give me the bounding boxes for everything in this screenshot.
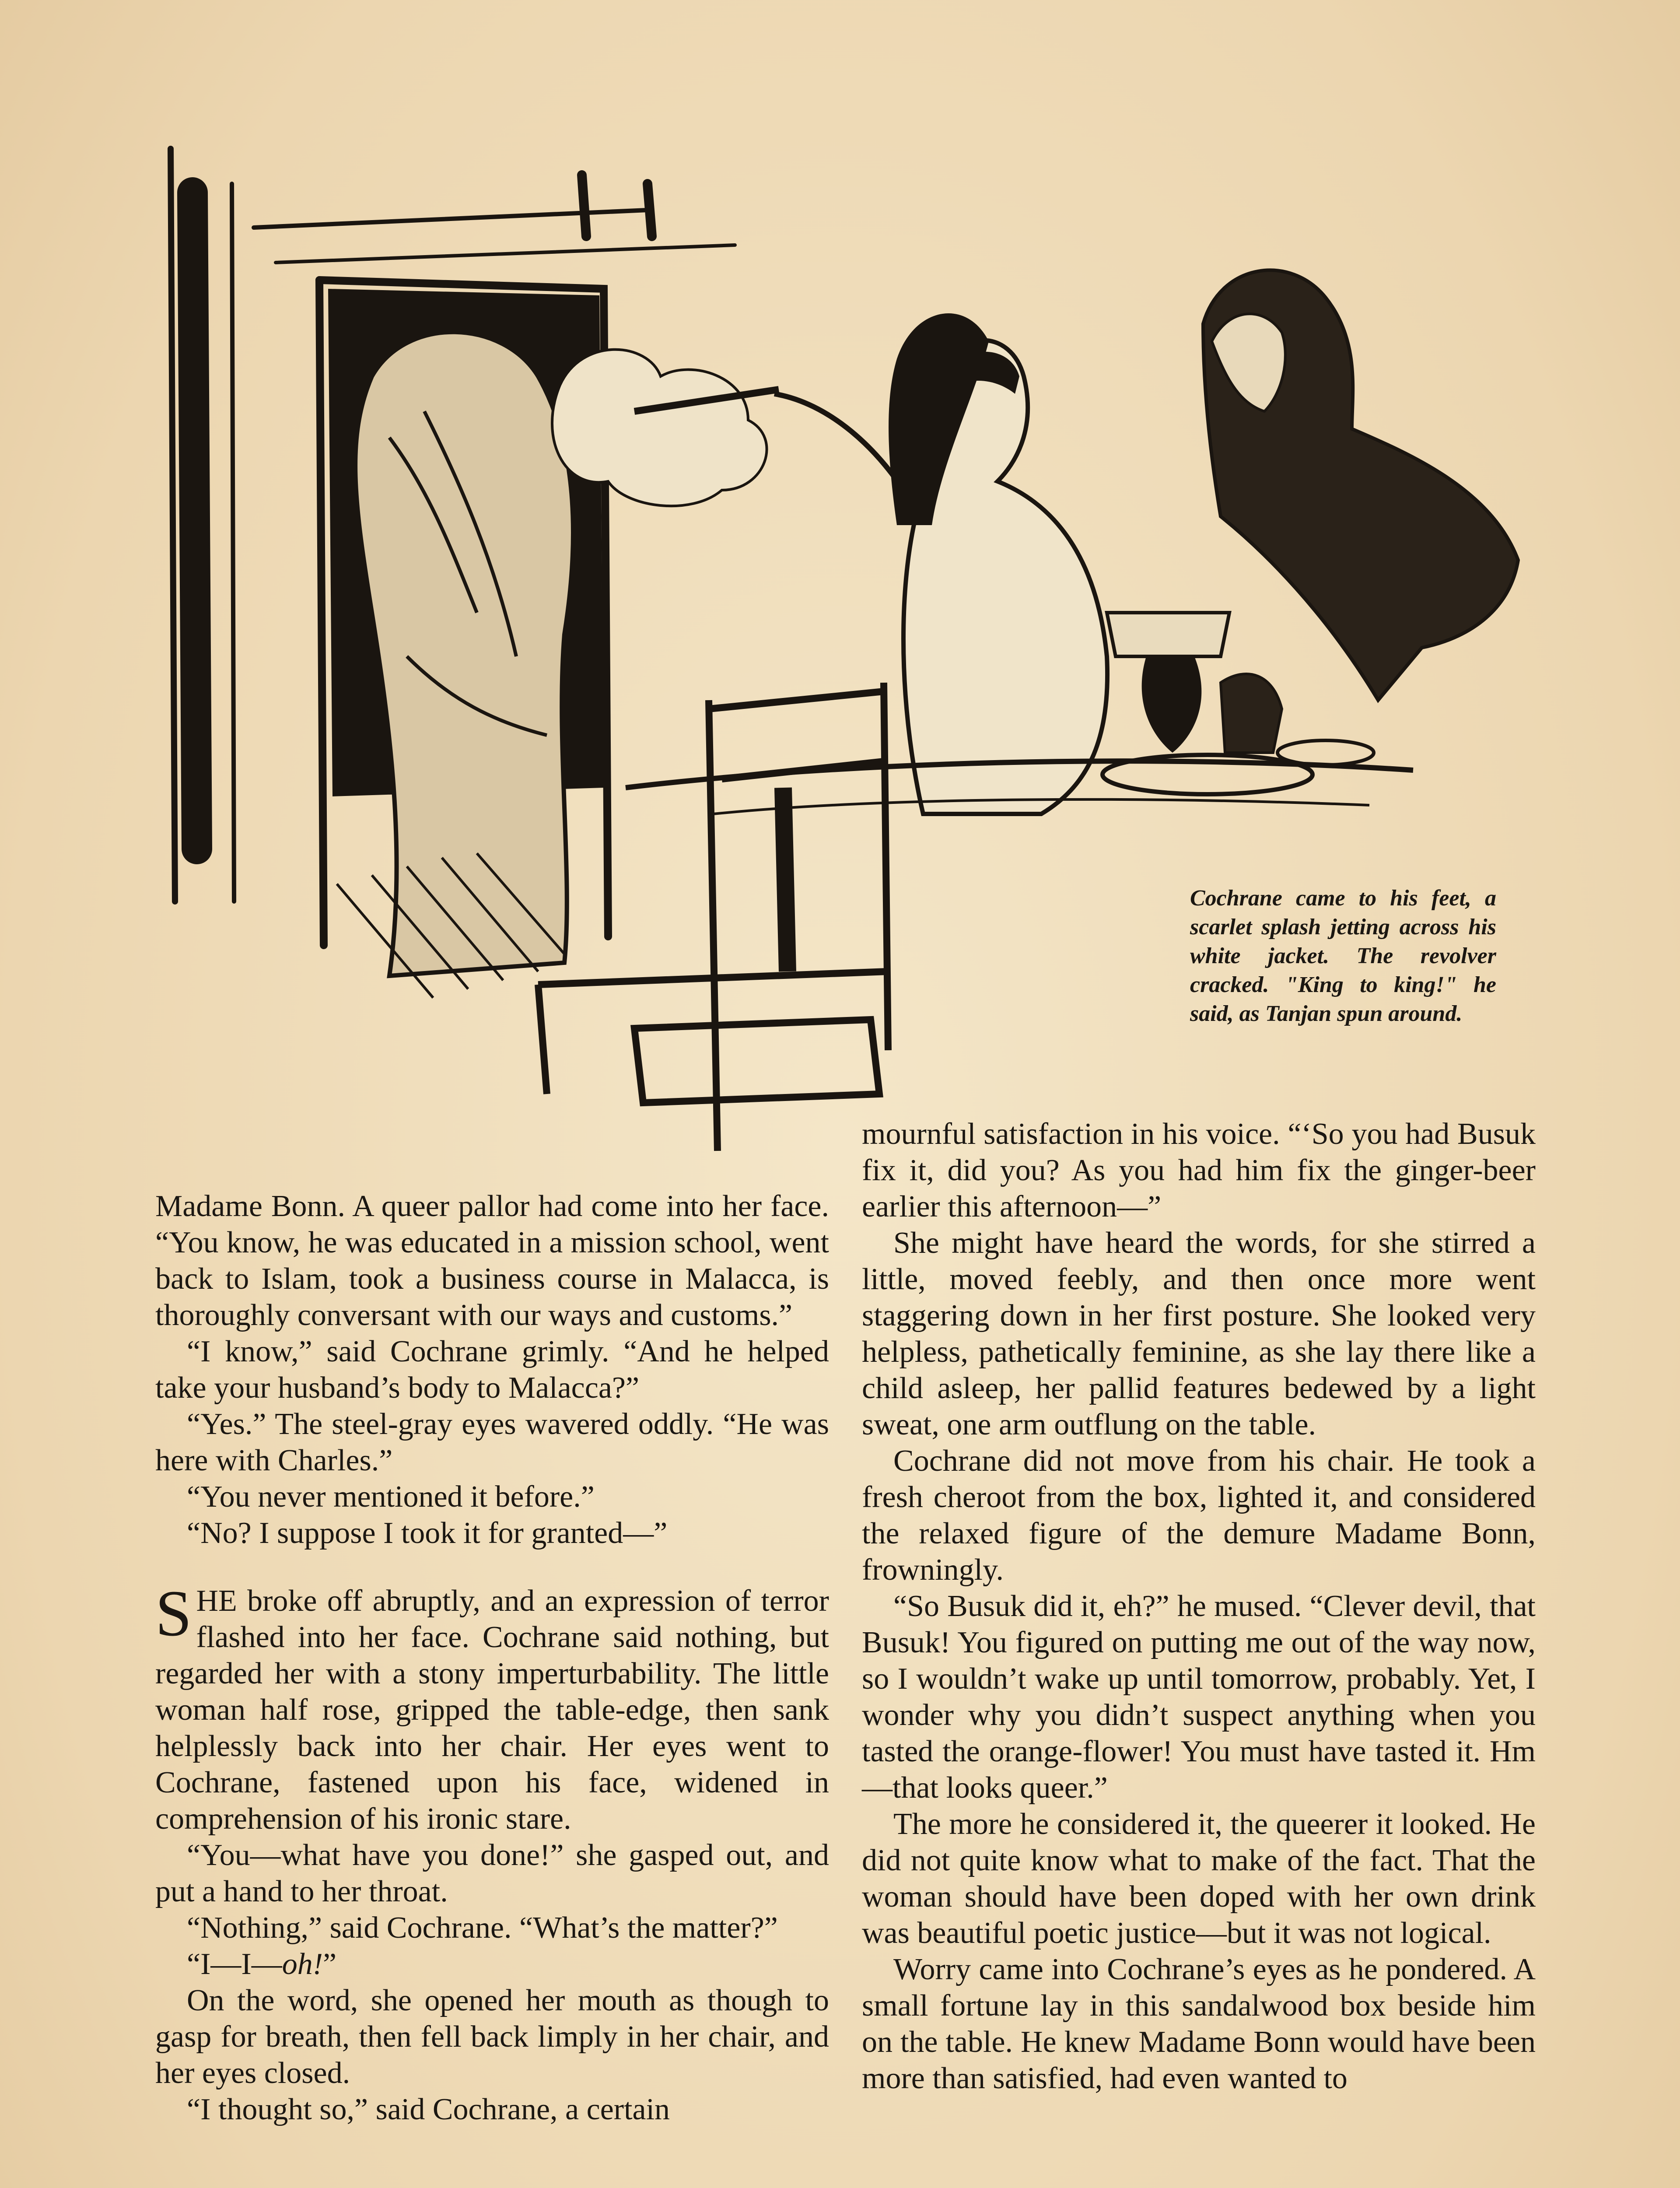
- paragraph-with-dropcap: [155, 1577, 829, 1837]
- text-column-right: [862, 1116, 1536, 2097]
- illustration-caption: Cochrane came to his feet, a scarlet splash jetting across his white jacket. The revolver cracked. "King to king!" he said, as Tanjan spun around.: [1190, 886, 1496, 1026]
- paragraph: mournful satisfaction in his voice. “‘So you had Busuk fix it, did you? As you had him fix the ginger-beer earlier this afternoon—”: [862, 1117, 1536, 1224]
- drop-cap: S: [155, 1577, 192, 1650]
- paragraph: [155, 1946, 829, 1982]
- section-break: [155, 1551, 829, 1583]
- paragraph: “You—what have you done!” she gasped out, and put a hand to her throat.: [155, 1838, 829, 1908]
- paragraph: “I thought so,” said Cochrane, a certain: [187, 2093, 670, 2126]
- paragraph: Madame Bonn. A queer pallor had come into her face. “You know, he was educated in a mission school, went back to Islam, took a business course in Malacca, is thoroughly conversant with our ways and customs.”: [155, 1189, 829, 1332]
- paragraph: “Yes.” The steel-gray eyes wavered oddly. “He was here with Charles.”: [155, 1407, 829, 1477]
- paragraph: “You never mentioned it before.”: [187, 1480, 595, 1514]
- dialogue-emphasis: oh!: [282, 1947, 323, 1981]
- dialogue-part: “I—I—: [187, 1947, 282, 1981]
- paragraph: “I know,” said Cochrane grimly. “And he helped take your husband’s body to Malacca?”: [155, 1335, 829, 1405]
- paragraph: On the word, she opened her mouth as though to gasp for breath, then fell back limply in her chair, and her eyes closed.: [155, 1984, 829, 2090]
- dialogue-part: ”: [323, 1947, 337, 1981]
- paragraph: Worry came into Cochrane’s eyes as he pondered. A small fortune lay in this sandalwood box beside him on the table. He knew Madame Bonn would have been more than satisfied, had even wanted to: [862, 1953, 1536, 2095]
- paragraph: She might have heard the words, for she stirred a little, moved feebly, and then once more went staggering down in her first posture. She looked very helpless, pathetically feminine, as she lay there like a child asleep, her pallid features bedewed by a light sweat, one arm outflung on the table.: [862, 1226, 1536, 1441]
- text-column-left: [155, 1188, 829, 2128]
- paragraph-text: HE broke off abruptly, and an expression of terror flashed into her face. Cochrane said nothing, but regarded her with a stony imperturbability. The little woman half rose, gripped the table-edge, then sank helplessly back into her chair. Her eyes went to Cochrane, fastened upon his face, widened in comprehension of his ironic stare.: [155, 1584, 829, 1836]
- paragraph: Cochrane did not move from his chair. He took a fresh cheroot from the box, lighted it, and considered the relaxed figure of the demure Madame Bonn, frowningly.: [862, 1444, 1536, 1587]
- paragraph: “So Busuk did it, eh?” he mused. “Clever devil, that Busuk! You figured on putting me out of the way now, so I wouldn’t wake up until tomorrow, probably. Yet, I wonder why you didn’t suspect anything when you tasted the orange-flower! You must have tasted it. Hm—that looks queer.”: [862, 1589, 1536, 1805]
- paragraph: “Nothing,” said Cochrane. “What’s the matter?”: [187, 1911, 778, 1945]
- paragraph: “No? I suppose I took it for granted—”: [187, 1516, 668, 1550]
- paragraph: The more he considered it, the queerer it looked. He did not quite know what to make of the fact. That the woman should have been doped with her own drink was beautiful poetic justice—but it was not logical.: [862, 1807, 1536, 1950]
